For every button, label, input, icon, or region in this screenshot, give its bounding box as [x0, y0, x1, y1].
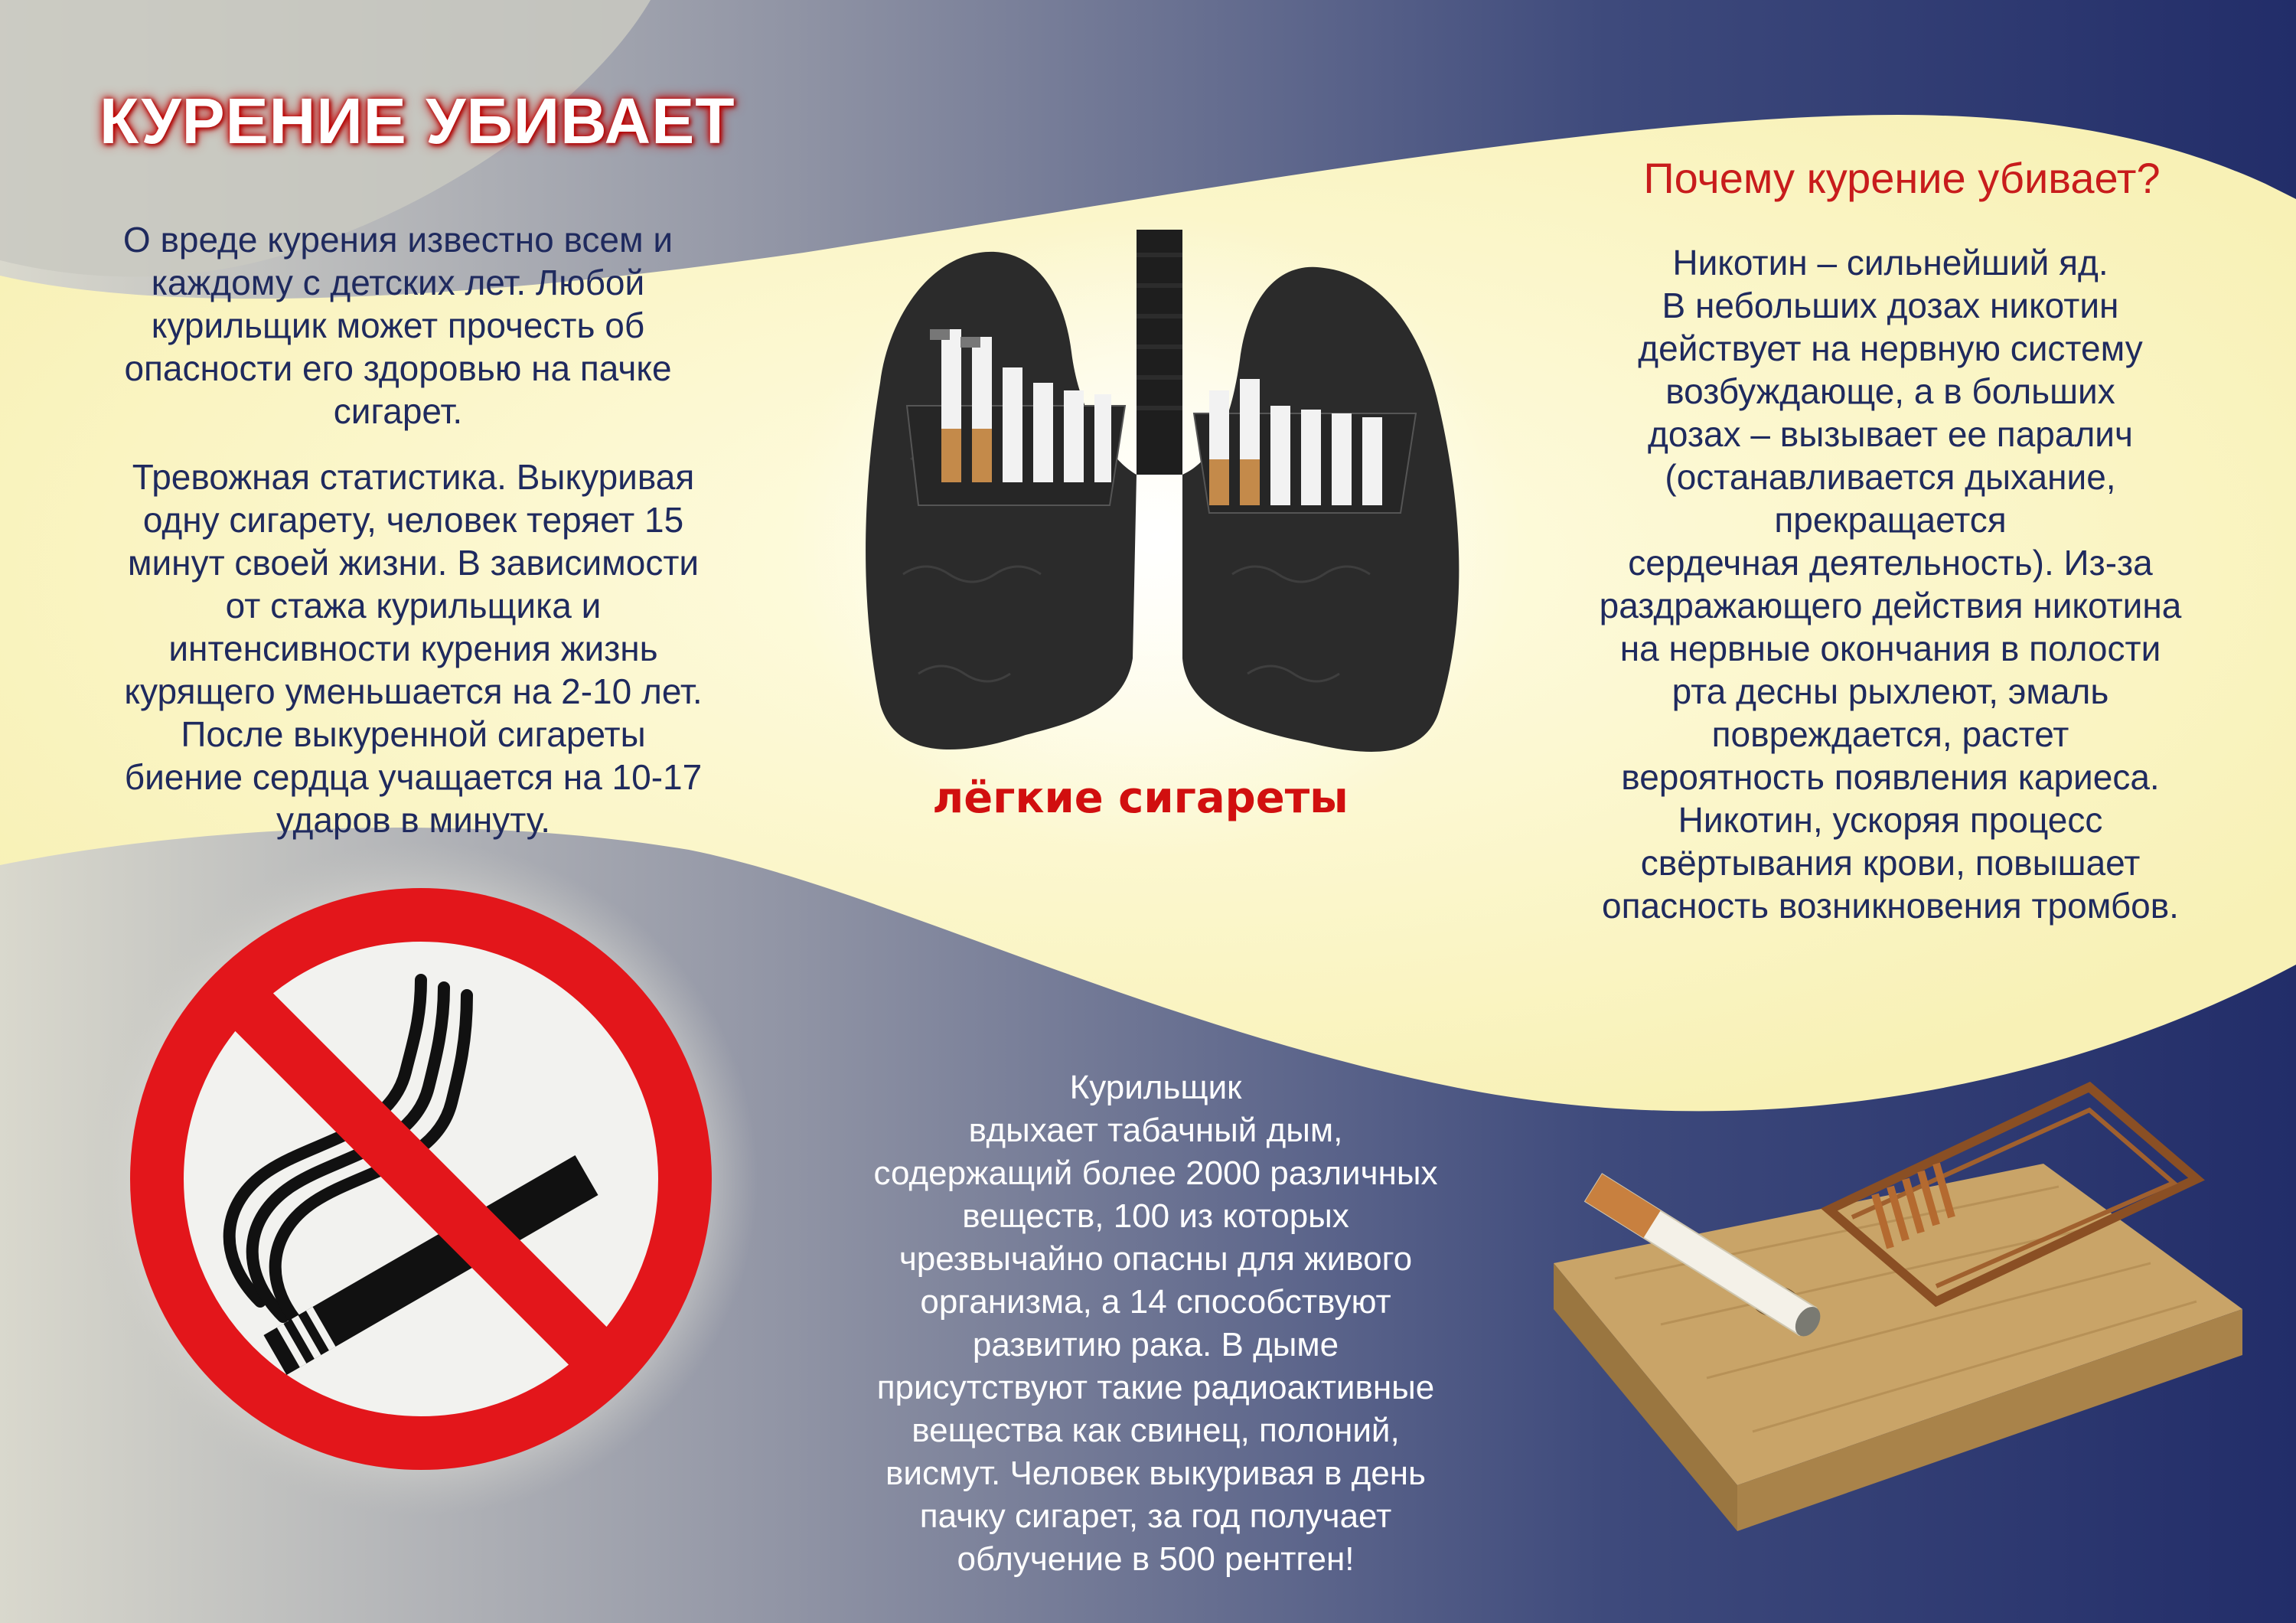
page-title: КУРЕНИЕ УБИВАЕТ: [99, 85, 735, 157]
lungs-caption: лёгкие сигареты: [932, 773, 1349, 823]
lungs-cigarettes-image: [834, 230, 1485, 781]
intro-paragraph: О вреде курения известно всем и каждому с детских лет. Любой курильщик может прочесть об опасности его здоровью на пачке сигарет.: [122, 220, 673, 431]
mousetrap-cigarette-image: [1554, 1056, 2242, 1531]
why-heading: Почему курение убивает?: [1643, 154, 2161, 202]
no-smoking-sign: [84, 842, 758, 1516]
nicotine-paragraph: Никотин – сильнейший яд. В небольших дозах никотин действует на нервную систему возбуждающе, а в больших дозах – вызывает ее паралич (останавливается дыхание, прекращается сердечная деятельность). Из-за раздражающего действия никотина на нервные окончания в полости рта десны рыхлеют, эмаль повреждается, растет вероятность появления кариеса. Никотин, ускоряя процесс свёртывания крови, повышает опасность возникновения тромбов.: [1599, 243, 2182, 926]
smoke-paragraph: Курильщик вдыхает табачный дым, содержащий более 2000 различных веществ, 100 из которых чрезвычайно опасны для живого организма, а 14 способствуют развитию рака. В дыме присутствуют такие радиоактивные вещества как свинец, полоний, висмут. Человек выкуривая в день пачку сигарет, за год получает облучение в 500 рентген!: [873, 1069, 1438, 1578]
statistics-paragraph: Тревожная статистика. Выкуривая одну сигарету, человек теряет 15 минут своей жизни. В зависимости от стажа курильщика и интенсивности курения жизнь курящего уменьшается на 2-10 лет. После выкуренной сигареты биение сердца учащается на 10-17 ударов в минуту.: [124, 457, 703, 840]
